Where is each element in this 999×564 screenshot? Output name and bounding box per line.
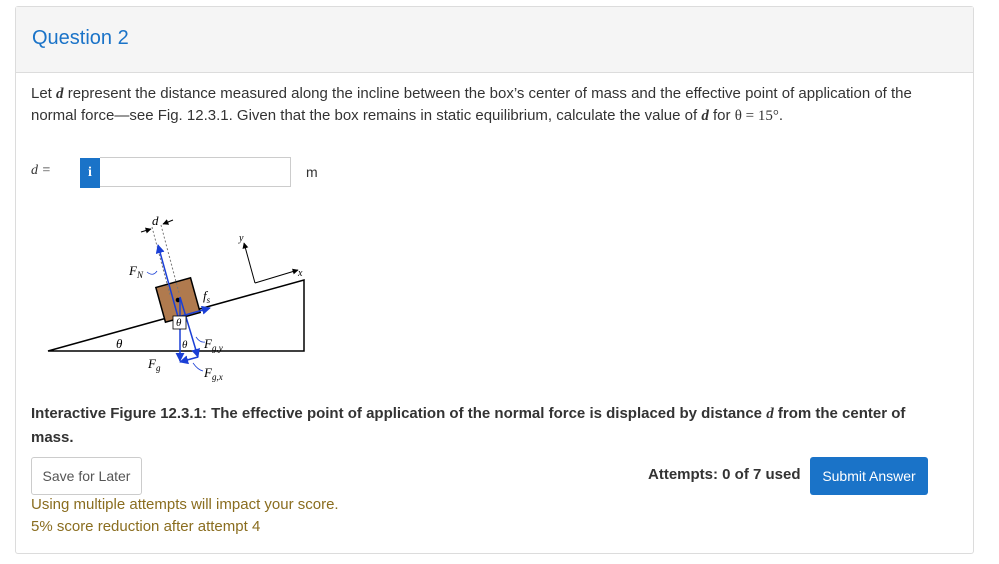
- question-text-part: represent the distance measured along the incline between the box’s center of mass and the effective point of application of the normal force—see Fig. 12.3.1. Given that the box remains in static equilibrium, calculate the value of: [31, 85, 912, 124]
- question-text-part: for: [708, 107, 735, 124]
- submit-answer-button[interactable]: Submit Answer: [810, 457, 928, 495]
- answer-input[interactable]: [100, 157, 291, 187]
- figure-caption: [31, 402, 931, 449]
- question-title: Question 2: [32, 27, 129, 49]
- question-text-part: Let: [31, 85, 57, 102]
- attempts-warning: Using multiple attempts will impact your score.: [31, 496, 339, 513]
- score-reduction-note: 5% score reduction after attempt 4: [31, 518, 261, 535]
- axis-x-label: x: [298, 268, 303, 279]
- fg-label: $F_g$: [148, 356, 161, 373]
- fgy-label: $F_{g,y}$: [204, 336, 223, 353]
- d-symbol: d: [56, 86, 64, 102]
- save-for-later-button[interactable]: Save for Later: [31, 457, 142, 495]
- d-symbol: d: [766, 406, 774, 422]
- fs-label: $f_s$: [203, 288, 211, 305]
- theta-equation: θ = 15°: [734, 108, 779, 124]
- axes-icon: [238, 233, 303, 283]
- answer-label: d =: [31, 163, 51, 178]
- fgx-label: $F_{g,x}$: [204, 365, 223, 382]
- d-symbol: d: [701, 108, 709, 124]
- theta-vector-label: θ: [182, 339, 188, 351]
- question-header: [16, 7, 973, 73]
- info-icon[interactable]: i: [80, 158, 100, 188]
- question-text: [31, 83, 931, 127]
- svg-text:θ: θ: [116, 336, 123, 351]
- d-label: d: [152, 213, 159, 228]
- caption-text: from the center of mass.: [31, 405, 906, 446]
- fn-label: $F_N$: [129, 263, 143, 280]
- unit-label: m: [306, 164, 318, 180]
- question-text-part: .: [778, 107, 784, 124]
- axis-y-label: y: [239, 233, 244, 244]
- caption-text: Interactive Figure 12.3.1: The effective point of application of the normal force is displaced by distance: [31, 405, 767, 422]
- incline-angle-label: [116, 336, 123, 351]
- incline-figure: [30, 205, 330, 395]
- attempts-counter: Attempts: 0 of 7 used: [648, 466, 801, 483]
- theta-box-label: θ: [176, 317, 182, 329]
